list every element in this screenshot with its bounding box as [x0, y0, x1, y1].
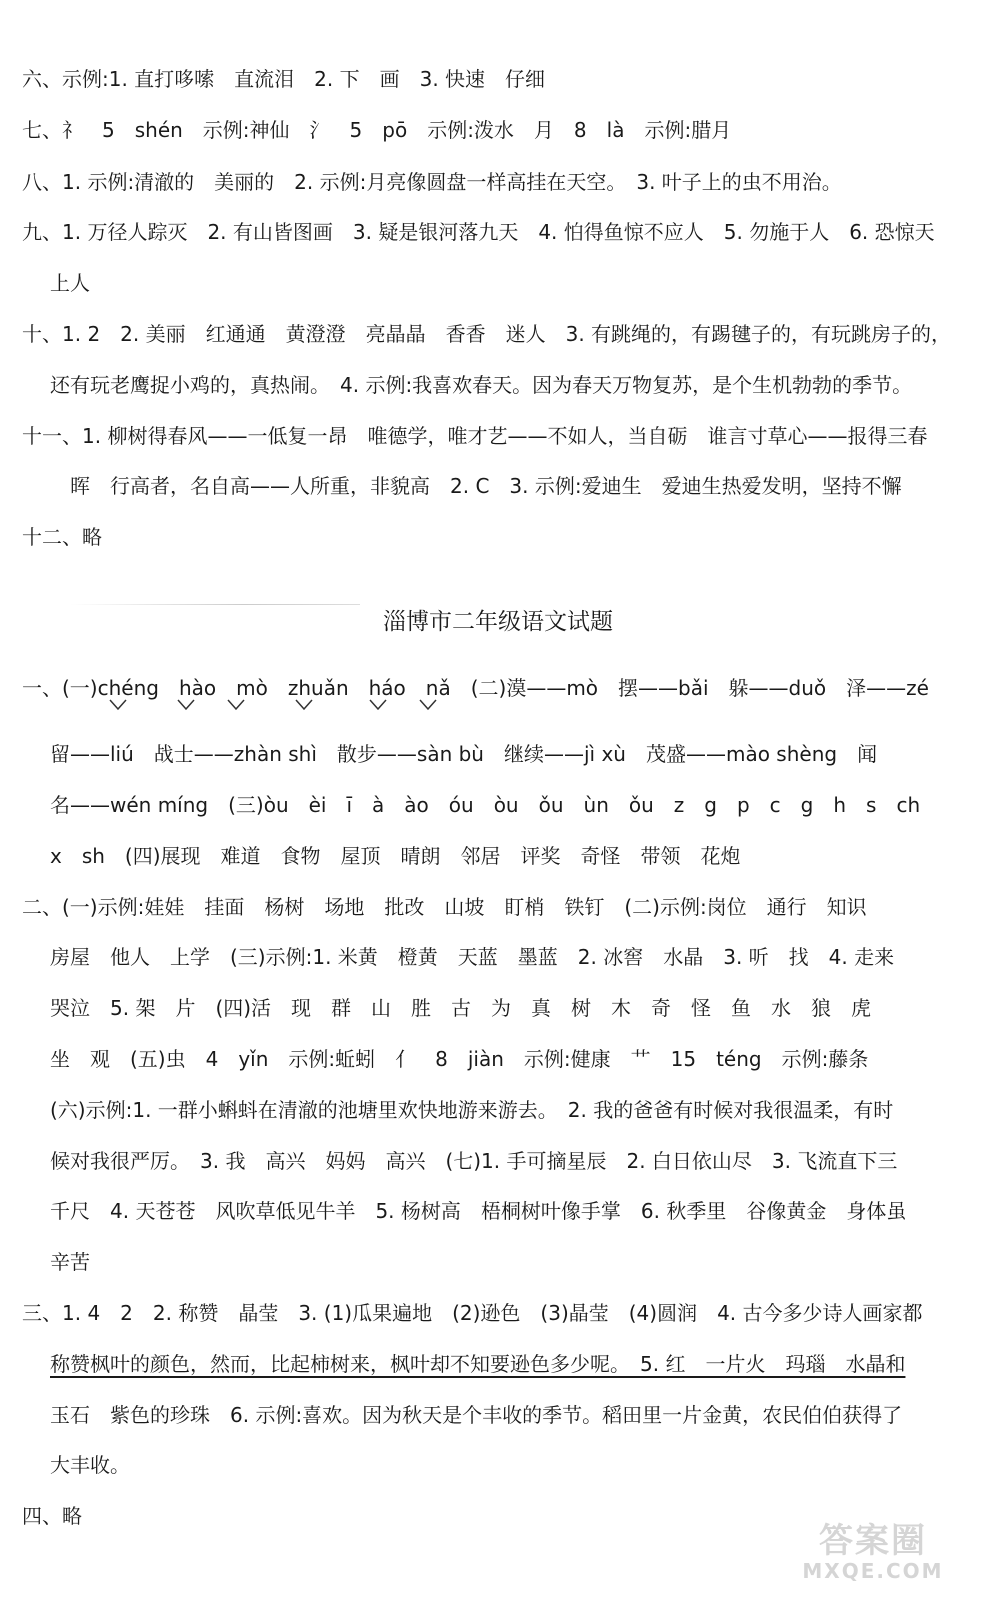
section-title: 淄博市二年级语文试题	[383, 609, 613, 635]
answer-line-9: 九、1. 万径人踪灭 2. 有山皆图画 3. 疑是银河落九天 4. 怕得鱼惊不应人 5. 勿施于人 6. 恐惊天	[22, 220, 935, 244]
answer-line-11-cont: 晖 行高者，名自高——人所重，非貌高 2. C 3. 示例:爱迪生 爱迪生热爱发明，坚持不懈	[70, 474, 902, 498]
answer-line-3: 三、1. 4 2 2. 称赞 晶莹 3. (1)瓜果遍地 (2)逊色 (3)晶莹 (4)圆润 4. 古今多少诗人画家都	[22, 1301, 923, 1325]
answer-line-4: 四、略	[22, 1504, 82, 1528]
answer-line-8: 八、1. 示例:清澈的 美丽的 2. 示例:月亮像圆盘一样高挂在天空。 3. 叶子上的虫不用治。	[22, 170, 842, 194]
answer-line-2-cont-d: (六)示例:1. 一群小蝌蚪在清澈的池塘里欢快地游来游去。 2. 我的爸爸有时候对我很温柔，有时	[50, 1098, 894, 1122]
answer-line-1-cont-a: 留——liú 战士——zhàn shì 散步——sàn bù 继续——jì xù 茂盛——mào shèng 闻	[50, 742, 878, 766]
answer-line-9-cont: 上人	[50, 271, 90, 295]
answer-line-3-cont-a: 称赞枫叶的颜色，然而，比起柿树来，枫叶却不知要逊色多少呢。 5. 红 一片火 玛瑙 水晶和	[50, 1352, 906, 1376]
answer-line-6: 六、示例:1. 直打哆嗦 直流泪 2. 下 画 3. 快速 仔细	[22, 67, 546, 91]
answer-line-2-cont-b: 哭泣 5. 架 片 (四)活 现 群 山 胜 古 为 真 树 木 奇 怪 鱼 水 狼 虎	[50, 996, 872, 1020]
answer-line-1: 一、(一)chéng hào mò zhuǎn háo nǎ (二)漠——mò 摆——bǎi 躲——duǒ 泽——zé	[22, 676, 929, 700]
answer-line-7: 七、礻 5 shén 示例:神仙 氵 5 pō 示例:泼水 月 8 là 示例:腊月	[22, 118, 732, 142]
answer-line-3-cont-c: 大丰收。	[50, 1453, 130, 1477]
answer-line-10-cont: 还有玩老鹰捉小鸡的，真热闹。 4. 示例:我喜欢春天。因为春天万物复苏，是个生机勃勃的季节。	[50, 373, 913, 397]
answer-line-1-cont-b: 名——wén míng (三)òu èi ī à ào óu òu ǒu ùn ǒu z g p c g h s ch	[50, 793, 921, 817]
answer-line-10: 十、1. 2 2. 美丽 红通通 黄澄澄 亮晶晶 香香 迷人 3. 有跳绳的，有踢毽子的，有玩跳房子的，	[22, 322, 952, 346]
answer-line-2-cont-f: 千尺 4. 天苍苍 风吹草低见牛羊 5. 杨树高 梧桐树叶像手掌 6. 秋季里 谷像黄金 身体虽	[50, 1199, 907, 1223]
answer-line-2-cont-a: 房屋 他人 上学 (三)示例:1. 米黄 橙黄 天蓝 墨蓝 2. 冰窖 水晶 3. 听 找 4. 走来	[50, 945, 895, 969]
watermark-main: 答案圈	[819, 1521, 927, 1561]
title-divider	[70, 604, 360, 605]
answer-line-3-cont-b: 玉石 紫色的珍珠 6. 示例:喜欢。因为秋天是个丰收的季节。稻田里一片金黄，农民伯伯获得了	[50, 1403, 903, 1427]
answer-line-1-cont-c: x sh (四)展现 难道 食物 屋顶 晴朗 邻居 评奖 奇怪 带领 花炮	[50, 844, 741, 868]
answer-line-11: 十一、1. 柳树得春风——一低复一昂 唯德学，唯才艺——不如人，当自砺 谁言寸草心——报得三春	[22, 424, 928, 448]
answer-line-2-cont-e: 候对我很严厉。 3. 我 高兴 妈妈 高兴 (七)1. 手可摘星辰 2. 白日依山尽 3. 飞流直下三	[50, 1149, 898, 1173]
watermark-url: MXQE.COM	[802, 1559, 944, 1583]
answer-line-12: 十二、略	[22, 525, 102, 549]
watermark-logo	[768, 1522, 978, 1592]
answer-line-2-cont-g: 辛苦	[50, 1250, 90, 1274]
answer-line-2-cont-c: 坐 观 (五)虫 4 yǐn 示例:蚯蚓 亻 8 jiàn 示例:健康 艹 15 téng 示例:藤条	[50, 1047, 869, 1071]
answer-line-2: 二、(一)示例:娃娃 挂面 杨树 场地 批改 山坡 盯梢 铁钉 (二)示例:岗位 通行 知识	[22, 895, 867, 919]
check-marks	[88, 696, 468, 716]
